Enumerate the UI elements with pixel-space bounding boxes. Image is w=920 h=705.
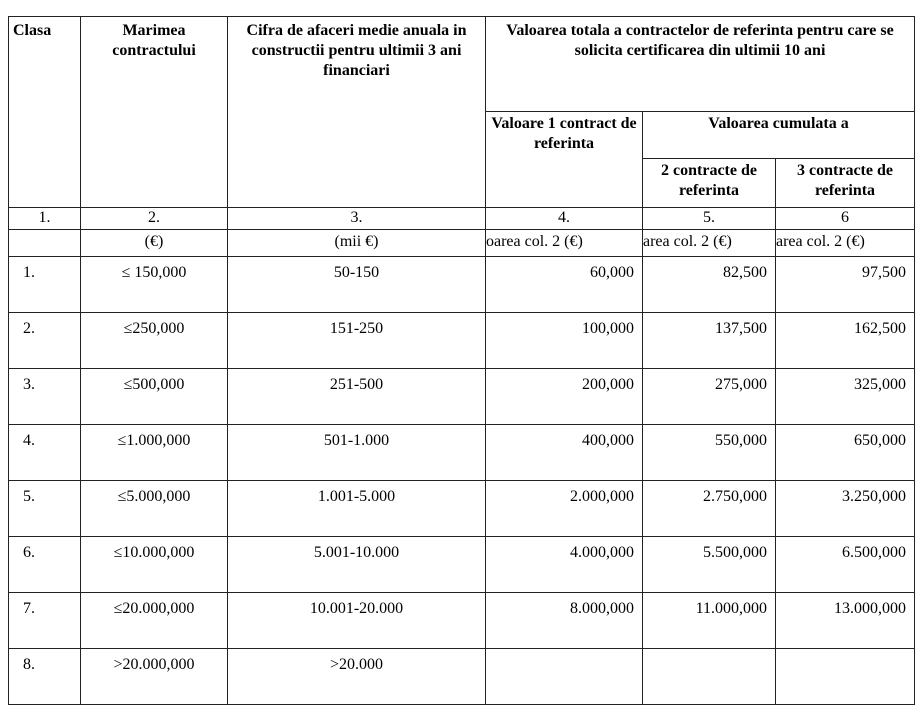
- valoare-1-cell: 200,000: [486, 369, 643, 425]
- table-row: [9, 649, 915, 705]
- table-row: [9, 593, 915, 649]
- valoare-3-cell: 325,000: [776, 369, 915, 425]
- cifra-cell: 1.001-5.000: [228, 481, 486, 537]
- marime-cell: ≤10.000,000: [81, 537, 228, 593]
- valoare-2-cell: 82,500: [643, 257, 776, 313]
- cifra-cell: 501-1.000: [228, 425, 486, 481]
- marime-cell: ≤20.000,000: [81, 593, 228, 649]
- valoare-1-cell: 400,000: [486, 425, 643, 481]
- valoare-1-cell: [486, 649, 643, 705]
- clasa-cell: 2.: [9, 313, 81, 369]
- valoare-2-cell: 2.750,000: [643, 481, 776, 537]
- marime-cell: ≤5.000,000: [81, 481, 228, 537]
- cifra-cell: 251-500: [228, 369, 486, 425]
- col-number: 1.: [9, 208, 81, 230]
- header-marimea: Marimea contractului: [81, 17, 228, 208]
- header-3-contracte: 3 contracte de referinta: [776, 159, 915, 208]
- valoare-2-cell: 5.500,000: [643, 537, 776, 593]
- classification-table: [8, 16, 915, 705]
- table-row: [9, 425, 915, 481]
- valoare-1-cell: 60,000: [486, 257, 643, 313]
- marime-cell: >20.000,000: [81, 649, 228, 705]
- valoare-3-cell: 6.500,000: [776, 537, 915, 593]
- cifra-cell: 10.001-20.000: [228, 593, 486, 649]
- clasa-cell: 8.: [9, 649, 81, 705]
- marime-cell: ≤ 150,000: [81, 257, 228, 313]
- unit-cell: oarea col. 2 (€): [486, 230, 643, 257]
- header-cifra: Cifra de afaceri medie anuala in constructii pentru ultimii 3 ani financiari: [228, 17, 486, 208]
- valoare-3-cell: 97,500: [776, 257, 915, 313]
- col-number: 5.: [643, 208, 776, 230]
- col-number: 6: [776, 208, 915, 230]
- clasa-cell: 3.: [9, 369, 81, 425]
- cifra-cell: 50-150: [228, 257, 486, 313]
- valoare-2-cell: 137,500: [643, 313, 776, 369]
- header-valoare-1: Valoare 1 contract de referinta: [486, 112, 643, 208]
- valoare-3-cell: 650,000: [776, 425, 915, 481]
- valoare-2-cell: 11.000,000: [643, 593, 776, 649]
- unit-cell: [9, 230, 81, 257]
- valoare-3-cell: [776, 649, 915, 705]
- valoare-1-cell: 8.000,000: [486, 593, 643, 649]
- valoare-3-cell: 3.250,000: [776, 481, 915, 537]
- table-row: [9, 537, 915, 593]
- unit-cell: (€): [81, 230, 228, 257]
- header-2-contracte: 2 contracte de referinta: [643, 159, 776, 208]
- clasa-cell: 7.: [9, 593, 81, 649]
- header-valoarea-totala: Valoarea totala a contractelor de referinta pentru care se solicita certificarea din ultimii 10 ani: [486, 17, 915, 112]
- valoare-1-cell: 4.000,000: [486, 537, 643, 593]
- valoare-1-cell: 2.000,000: [486, 481, 643, 537]
- cifra-cell: 151-250: [228, 313, 486, 369]
- col-number: 3.: [228, 208, 486, 230]
- table-row: [9, 257, 915, 313]
- col-number: 2.: [81, 208, 228, 230]
- clasa-cell: 5.: [9, 481, 81, 537]
- marime-cell: ≤250,000: [81, 313, 228, 369]
- unit-cell: area col. 2 (€): [643, 230, 776, 257]
- unit-cell: area col. 2 (€): [776, 230, 915, 257]
- units-row: [9, 230, 915, 257]
- valoare-3-cell: 162,500: [776, 313, 915, 369]
- cifra-cell: >20.000: [228, 649, 486, 705]
- clasa-cell: 1.: [9, 257, 81, 313]
- table-row: [9, 313, 915, 369]
- clasa-cell: 6.: [9, 537, 81, 593]
- valoare-1-cell: 100,000: [486, 313, 643, 369]
- valoare-2-cell: [643, 649, 776, 705]
- marime-cell: ≤500,000: [81, 369, 228, 425]
- column-numbers-row: [9, 208, 915, 230]
- table-row: [9, 481, 915, 537]
- valoare-2-cell: 550,000: [643, 425, 776, 481]
- table-row: [9, 369, 915, 425]
- valoare-2-cell: 275,000: [643, 369, 776, 425]
- header-clasa: Clasa: [9, 17, 81, 208]
- clasa-cell: 4.: [9, 425, 81, 481]
- col-number: 4.: [486, 208, 643, 230]
- marime-cell: ≤1.000,000: [81, 425, 228, 481]
- unit-cell: (mii €): [228, 230, 486, 257]
- valoare-3-cell: 13.000,000: [776, 593, 915, 649]
- header-cumulata: Valoarea cumulata a: [643, 112, 915, 159]
- cifra-cell: 5.001-10.000: [228, 537, 486, 593]
